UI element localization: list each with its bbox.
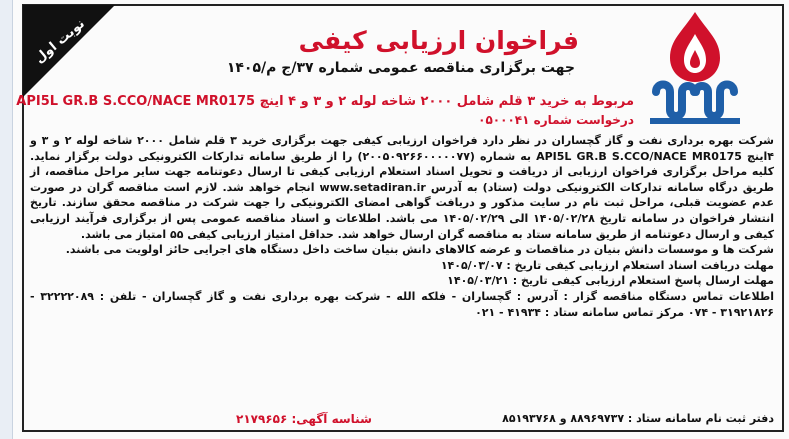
ribbon-label: نوبت اول [32,16,88,67]
scan-edge-strip [0,0,13,439]
registration-office-line: دفتر ثبت نام سامانه ستاد : ۸۸۹۶۹۷۳۷ و ۸۵۱۹۳۷۶۸ [502,412,774,425]
subject-line-2: درخواست شماره ۰۵۰۰۰۴۱ [478,113,634,127]
body-contact-info: اطلاعات تماس دستگاه مناقصه گزار : آدرس : گچساران - فلکه الله - شرکت بهره برداری نفت و گاز گچساران - تلفن : ۳۲۲۲۲۰۸۹ - ۳۱۹۲۱۸۲۶ - ۰۷۴ مرکز تماس سامانه ستاد : ۴۱۹۳۴ - ۰۲۱ [30,289,774,319]
ad-body [30,133,774,320]
ad-title: فراخوان ارزیابی کیفی [298,26,579,55]
subject-line-1: مربوط به خرید ۳ قلم شامل ۲۰۰۰ شاخه لوله ۲ و ۳ و ۴ اینچ API5L GR.B S.CCO/NACE MR0175 [16,94,634,109]
body-deadline-receive: مهلت دریافت اسناد استعلام ارزیابی کیفی تاریخ : ۱۴۰۵/۰۳/۰۷ [440,258,774,272]
body-deadline-submit: مهلت ارسال پاسخ استعلام ارزیابی کیفی تاریخ : ۱۴۰۵/۰۳/۲۱ [447,274,774,288]
ad-registration-id: شناسه آگهی: ۲۱۷۹۶۵۶ [236,412,372,426]
nioc-logo-icon [640,10,750,128]
ad-subtitle: جهت برگزاری مناقصه عمومی شماره ۳۷/ج م/۱۴۰۵ [226,60,575,76]
body-paragraph-main: شرکت بهره برداری نفت و گاز گچساران در نظر دارد فراخوان ارزیابی کیفی جهت برگزاری خرید ۳ قلم شامل ۲۰۰۰ شاخه لوله ۲ و ۳ و ۴اینچ API5L GR.B S.CCO/NACE MR0175 به شماره (۲۰۰۵۰۹۲۶۶۰۰۰۰۰۷۷) را از طریق سامانه تدارکات الکترونیکی دولت برگزار نماید. کلیه مراحل برگزاری فراخوان ارزیابی از دریافت و تحویل اسناد استعلام ارزیابی کیفی تا ارسال دعوتنامه جهت سایر مراحل مناقصه، از طریق درگاه سامانه تدارکات الکترونیکی دولت (ستاد) به آدرس www.setadiran.ir انجام خواهد شد. لازم است مناقصه گران در صورت عدم عضویت قبلی، مراحل ثبت نام در سایت مذکور و دریافت گواهی امضای الکترونیکی را جهت شرکت در مناقصه محقق سازند. تاریخ انتشار فراخوان در سامانه تاریخ ۱۴۰۵/۰۲/۲۸ الی ۱۴۰۵/۰۲/۲۹ می باشد. اطلاعات و اسناد مناقصه عمومی پس از برگزاری فرآیند ارزیابی کیفی و ارسال دعوتنامه از طریق سامانه ستاد به مناقصه گران ارسال خواهد شد. حداقل امتیاز ارزیابی کیفی ۵۵ امتیاز می باشد. [30,134,775,241]
body-paragraph-priority: شرکت ها و موسسات دانش بنیان در مناقصات و عرضه کالاهای دانش بنیان ساخت داخل دستگاه های اجرایی حائز اولویت می باشند. [65,243,774,257]
